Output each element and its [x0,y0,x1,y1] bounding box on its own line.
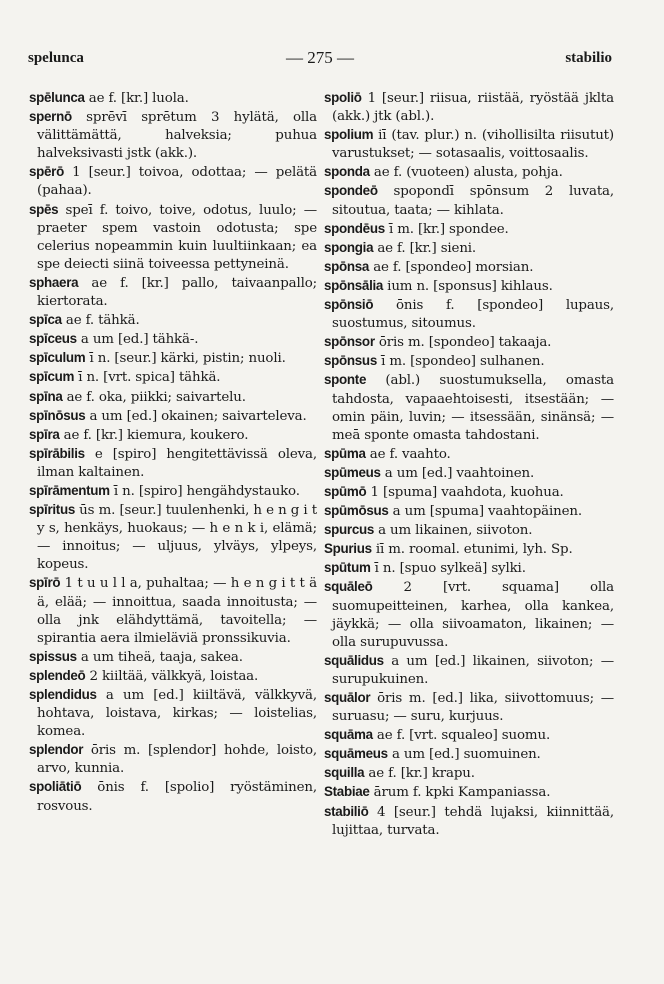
entry-headword: spondēus [324,220,385,236]
entry-definition: 2 kiiltää, välkkyä, loistaa. [85,668,259,684]
dictionary-entry [324,540,614,559]
header-first-word: spelunca [28,50,84,66]
entry-headword: spoliō [324,90,362,105]
dictionary-entry [324,745,614,764]
entry-headword: stabiliō [324,803,369,819]
dictionary-entry [324,502,614,521]
dictionary-entry [29,108,317,163]
entry-definition: a um [ed.] kiiltävä, välkkyvä, hohtava, loistava, kirkas; — loistelias, komea. [37,688,317,740]
entry-definition: a um [ed.] tähkä-. [76,332,199,348]
entry-headword: spūma [324,445,366,461]
entry-definition: ae f. [kr.] kiemura, koukero. [59,427,249,443]
entry-headword: spīrāmentum [29,482,110,498]
entry-headword: spondeō [324,183,378,199]
dictionary-entry [324,296,614,333]
dictionary-entry [324,126,614,163]
entry-headword: spūmeus [324,464,381,480]
entry-headword: Stabiae [324,784,370,800]
entry-definition: ī n. [vrt. spica] tähkä. [74,370,221,386]
dictionary-entry [324,182,614,219]
entry-definition: (abl.) suostumuksella, omasta tahdosta, vapaaehtoisesti, itsestään; — omin päin, luvin; — itsessään, sinänsä; — meā sponte omasta tahdostani. [332,373,614,443]
dictionary-entry [29,349,317,368]
entry-headword: spēs [29,201,59,217]
entry-headword: spūmōsus [324,503,389,519]
entry-definition: ae f. [kr.] luola. [84,91,189,106]
entry-definition: ī n. [seur.] kärki, pistin; nuoli. [85,351,286,367]
entry-definition: a um [ed.] suomuinen. [387,747,541,763]
dictionary-entry [324,277,614,296]
page-header [28,50,612,74]
dictionary-entry [324,163,614,182]
entry-headword: Spurius [324,541,372,557]
entry-headword: spīritus [29,502,75,518]
entry-headword: squālidus [324,652,384,668]
entry-definition: 1 [spuma] vaahdota, kuohua. [366,484,564,500]
entry-definition: 4 [seur.] tehdä lujaksi, kiinnittää, lujittaa, turvata. [332,804,614,838]
dictionary-entry [29,163,317,200]
entry-headword: spīca [29,312,62,328]
entry-headword: spongia [324,239,374,255]
entry-definition: sprēvī sprētum 3 hylätä, olla välittämättä, halveksia; puhua halveksivasti jstk (akk.). [37,110,317,162]
dictionary-entry [29,388,317,407]
entry-headword: splendeō [29,667,86,683]
entry-headword: sponda [324,164,370,180]
entry-headword: squāma [324,727,373,743]
entry-headword: spīculum [29,350,86,366]
dictionary-entry [324,371,614,444]
entry-definition: 2 [vrt. squama] olla suomupeitteinen, karhea, olla kankea, jäykkä; — olla siivoamaton, likainen; — olla surupuvussa. [332,580,614,650]
entry-headword: spūmō [324,483,367,499]
entry-headword: spurcus [324,522,374,538]
dictionary-entry [324,333,614,352]
entry-definition: ae f. [spondeo] morsian. [369,259,534,275]
entry-definition: ī n. [spuo sylkeä] sylki. [370,561,526,577]
dictionary-entry [29,648,317,667]
dictionary-entry [29,330,317,349]
dictionary-entry [324,726,614,745]
dictionary-entry [324,803,614,840]
entry-headword: spīcum [29,369,75,385]
entry-definition: e [spiro] hengitettävissä oleva, ilman kaltainen. [37,446,317,480]
left-column [29,89,317,816]
entry-definition: a um [ed.] okainen; saivarteleva. [85,408,307,424]
entry-definition: 1 t u u l l a, puhaltaa; — h e n g i t t ä ä, elää; — innoittua, saada innoitusta; — olla jnk elähdyttämä, tavoitella; — spirantia aera ilmieläviä pronssikuvia. [37,576,317,646]
dictionary-entry [29,574,317,647]
entry-definition: a um [spuma] vaahtopäinen. [388,504,582,520]
entry-headword: squāmeus [324,746,388,762]
dictionary-entry [324,464,614,483]
entry-definition: ī m. [kr.] spondee. [384,221,509,237]
dictionary-entry [29,201,317,274]
entry-definition: 1 [seur.] riisua, riistää, ryöstää jklta (akk.) jtk (abl.). [332,91,614,125]
entry-definition: ium n. [sponsus] kihlaus. [383,278,553,294]
entry-headword: squāleō [324,579,373,595]
entry-headword: spīnōsus [29,407,86,423]
entry-definition: 1 [seur.] toivoa, odottaa; — pelätä (pahaa). [37,165,317,199]
dictionary-entry [324,258,614,277]
dictionary-entry [29,741,317,778]
dictionary-entry [324,764,614,783]
entry-definition: a um likainen, siivoton. [374,523,533,539]
entry-definition: ārum f. kpki Kampaniassa. [369,785,551,801]
dictionary-entry [324,239,614,258]
entry-definition: ae f. [kr.] krapu. [364,766,475,782]
entry-definition: ōris m. [splendor] hohde, loisto, arvo, kunnia. [37,743,317,777]
entry-definition: ae f. oka, piikki; saivartelu. [62,389,246,405]
dictionary-entry [324,578,614,651]
entry-headword: spoliātiō [29,779,82,795]
dictionary-entry [29,445,317,482]
dictionary-entry [324,220,614,239]
entry-definition: iī (tav. plur.) n. (vihollisilta riisutut) varustukset; — sotasaalis, voittosaalis. [332,128,614,162]
dictionary-entry [29,368,317,387]
page-number: — 275 — [286,48,354,67]
dictionary-entry [324,89,614,126]
entry-headword: spīra [29,426,60,442]
entry-definition: speī f. toivo, toive, odotus, luulo; — praeter spem vastoin odotusta; spe celerius nopeammin kuin luultiinkaan; ea spe deiecti siinä toiveessa pettyneinä. [37,202,317,272]
dictionary-entry [324,652,614,689]
entry-headword: spīna [29,388,63,404]
entry-headword: spīrābilis [29,445,85,461]
entry-headword: sphaera [29,274,79,290]
entry-headword: spōnsālia [324,277,384,293]
entry-headword: spērō [29,164,64,180]
entry-definition: ōris m. [spondeo] takaaja. [374,335,552,351]
entry-definition: ae f. (vuoteen) alusta, pohja. [369,165,563,181]
dictionary-entry [29,426,317,445]
dictionary-entry [29,667,317,686]
entry-headword: spernō [29,109,72,125]
entry-headword: squilla [324,765,365,781]
dictionary-entry [29,686,317,741]
entry-definition: ae f. [kr.] sieni. [373,240,477,256]
entry-headword: spīceus [29,331,77,347]
entry-headword: spīrō [29,575,61,591]
entry-definition: a um [ed.] vaahtoinen. [380,465,535,481]
entry-definition: ae f. [kr.] pallo, taivaanpallo; kiertorata. [37,275,317,310]
dictionary-entry [324,352,614,371]
dictionary-entry [29,89,317,108]
entry-headword: squālor [324,690,371,705]
entry-headword: spēlunca [29,90,85,105]
header-last-word: stabilio [565,50,612,66]
entry-headword: spōnsor [324,334,375,350]
dictionary-entry [324,483,614,502]
entry-headword: spōnsus [324,353,377,369]
dictionary-entry [324,783,614,802]
entry-definition: ōnis f. [spondeo] lupaus, suostumus, sitoumus. [332,298,614,332]
entry-definition: ī n. [spiro] hengähdystauko. [109,483,300,499]
dictionary-entry [324,521,614,540]
entry-definition: ae f. tähkä. [61,313,140,329]
entry-definition: ae f. [vrt. squaleo] suomu. [372,728,551,744]
entry-definition: a um [ed.] likainen, siivoton; — surupukuinen. [332,653,614,687]
entry-definition: spopondī spōnsum 2 luvata, sitoutua, taata; — kihlata. [332,184,614,218]
entry-definition: ī m. [spondeo] sulhanen. [376,354,545,370]
dictionary-entry [29,407,317,426]
dictionary-entry [29,778,317,815]
entry-definition: a um tiheä, taaja, sakea. [76,649,243,665]
dictionary-entry [324,559,614,578]
right-column [324,89,614,840]
entry-headword: spissus [29,648,77,664]
entry-definition: ōnis f. [spolio] ryöstäminen, rosvous. [37,780,317,814]
entry-headword: spōnsiō [324,297,374,313]
entry-headword: splendor [29,742,84,758]
entry-headword: sponte [324,372,367,388]
entry-headword: spūtum [324,560,371,576]
entry-definition: ōris m. [ed.] lika, siivottomuus; — suruasu; — suru, kurjuus. [332,691,614,725]
entry-headword: splendidus [29,687,97,702]
entry-definition: ūs m. [seur.] tuulenhenki, h e n g i t y s, henkäys, huokaus; — h e n k i, elämä; — innoitus; — uljuus, ylväys, ylpeys, kopeus. [37,503,317,573]
entry-definition: iī m. roomal. etunimi, lyh. Sp. [371,542,573,558]
entry-headword: spolium [324,127,374,143]
dictionary-entry [324,445,614,464]
dictionary-entry [324,689,614,726]
entry-definition: ae f. vaahto. [365,446,451,462]
dictionary-entry [29,482,317,501]
dictionary-entry [29,311,317,330]
entry-headword: spōnsa [324,258,370,274]
dictionary-entry [29,501,317,574]
dictionary-entry [29,274,317,311]
